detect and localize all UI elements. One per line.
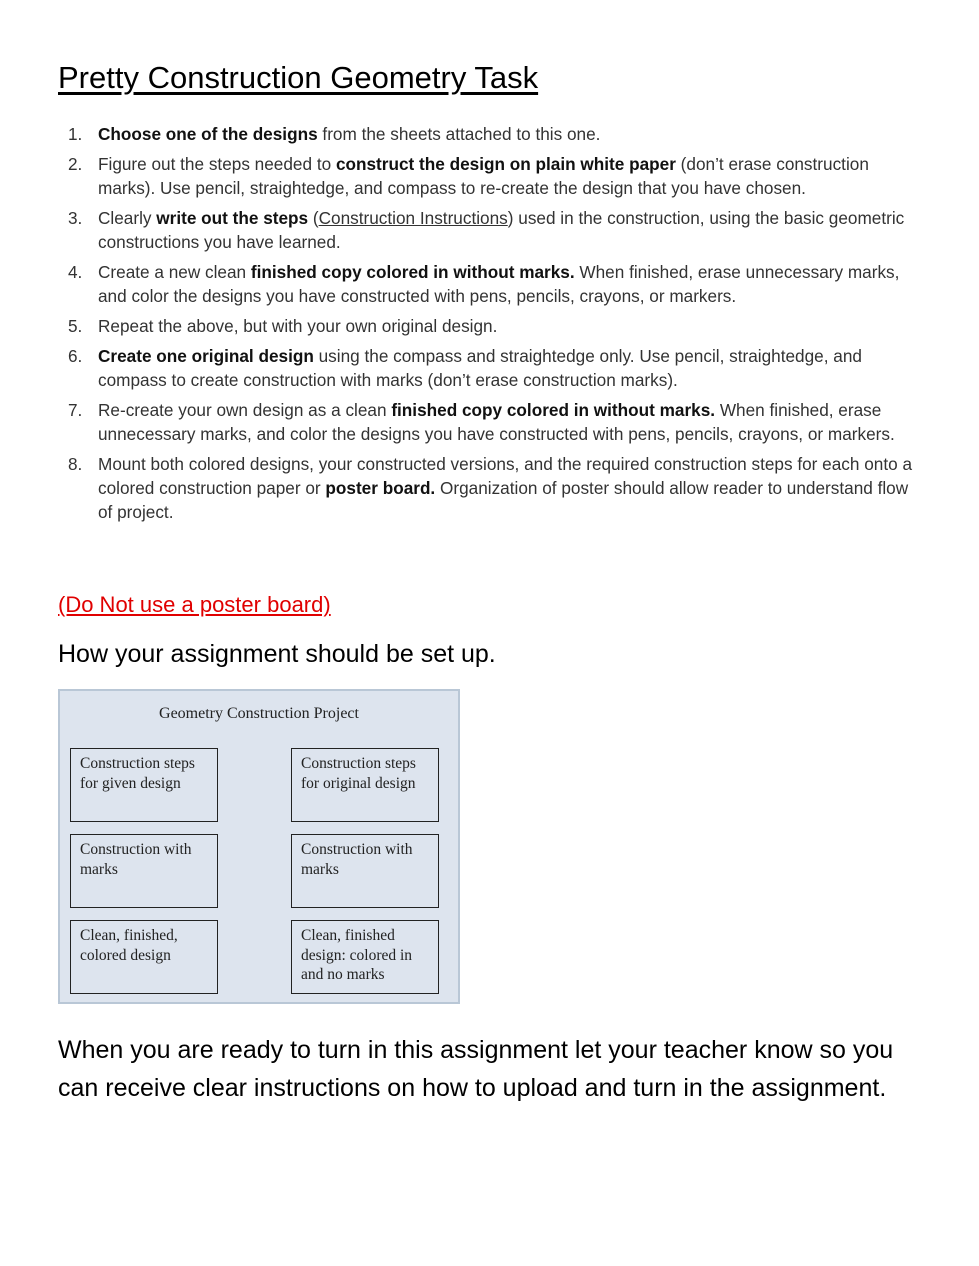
step-emphasis: finished copy colored in without marks. — [391, 400, 716, 420]
instruction-step — [58, 122, 918, 146]
step-emphasis: construct the design on plain white paper — [335, 154, 676, 174]
setup-heading: How your assignment should be set up. — [58, 640, 496, 668]
step-number: 7. — [68, 400, 83, 420]
step-text: Clearly — [98, 208, 157, 228]
step-number: 6. — [68, 346, 83, 366]
diagram-box-given-clean: Clean, finished, colored design — [70, 920, 218, 994]
step-text: Re-create your own design as a clean — [98, 400, 392, 420]
step-number: 8. — [68, 454, 83, 474]
step-emphasis: poster board. — [325, 478, 436, 498]
step-number: 5. — [68, 316, 83, 336]
step-text: When finished, erase unnecessary marks, and color the designs you have constructed with pens, pencils, crayons, or markers. — [98, 400, 895, 444]
step-emphasis: write out the steps — [156, 208, 309, 228]
step-number: 1. — [68, 124, 83, 144]
step-text: Mount both colored designs, your constructed versions, and the required construction steps for each onto a colored construction paper or — [98, 454, 913, 498]
step-emphasis: Create one original design — [98, 346, 314, 366]
diagram-title: Geometry Construction Project — [159, 705, 359, 722]
poster-board-note: (Do Not use a poster board) — [58, 592, 331, 617]
step-text: using the compass and straightedge only. Use pencil, straightedge, and compass to create construction with marks (don’t erase construction marks). — [98, 346, 862, 390]
step-emphasis: finished copy colored in without marks. — [250, 262, 575, 282]
instruction-step — [58, 206, 918, 254]
step-text: from the sheets attached to this one. — [317, 124, 601, 144]
diagram-box-given-steps: Construction steps for given design — [70, 748, 218, 822]
step-text: Repeat the above, but with your own original design. — [98, 316, 498, 336]
step-text: ( — [308, 208, 319, 228]
step-text: Organization of poster should allow reader to understand flow of project. — [98, 478, 909, 522]
instruction-step — [58, 452, 918, 524]
instruction-step — [58, 398, 918, 446]
diagram-box-original-steps: Construction steps for original design — [291, 748, 439, 822]
diagram-box-given-marks: Construction with marks — [70, 834, 218, 908]
step-underlined: Construction Instructions — [318, 208, 508, 228]
step-number: 2. — [68, 154, 83, 174]
project-layout-diagram — [58, 689, 460, 1004]
step-emphasis: Choose one of the designs — [98, 124, 318, 144]
step-text: When finished, erase unnecessary marks, and color the designs you have constructed with pens, pencils, crayons, or markers. — [98, 262, 900, 306]
instruction-list — [58, 122, 918, 530]
step-text: ) used in the construction, using the basic geometric constructions you have learned. — [98, 208, 905, 252]
instruction-step — [58, 344, 918, 392]
instruction-step — [58, 260, 918, 308]
instruction-step — [58, 152, 918, 200]
step-number: 3. — [68, 208, 83, 228]
step-text: (don’t erase construction marks). Use pencil, straightedge, and compass to re-create the design that you have chosen. — [98, 154, 869, 198]
submission-instructions: When you are ready to turn in this assignment let your teacher know so you can receive clear instructions on how to upload and turn in the assignment. — [58, 1036, 894, 1102]
diagram-box-original-clean: Clean, finished design: colored in and no marks — [291, 920, 439, 994]
diagram-box-original-marks: Construction with marks — [291, 834, 439, 908]
step-text: Create a new clean — [98, 262, 251, 282]
step-text: Figure out the steps needed to — [98, 154, 336, 174]
instruction-step — [58, 314, 918, 338]
step-number: 4. — [68, 262, 83, 282]
page-title: Pretty Construction Geometry Task — [58, 60, 539, 95]
